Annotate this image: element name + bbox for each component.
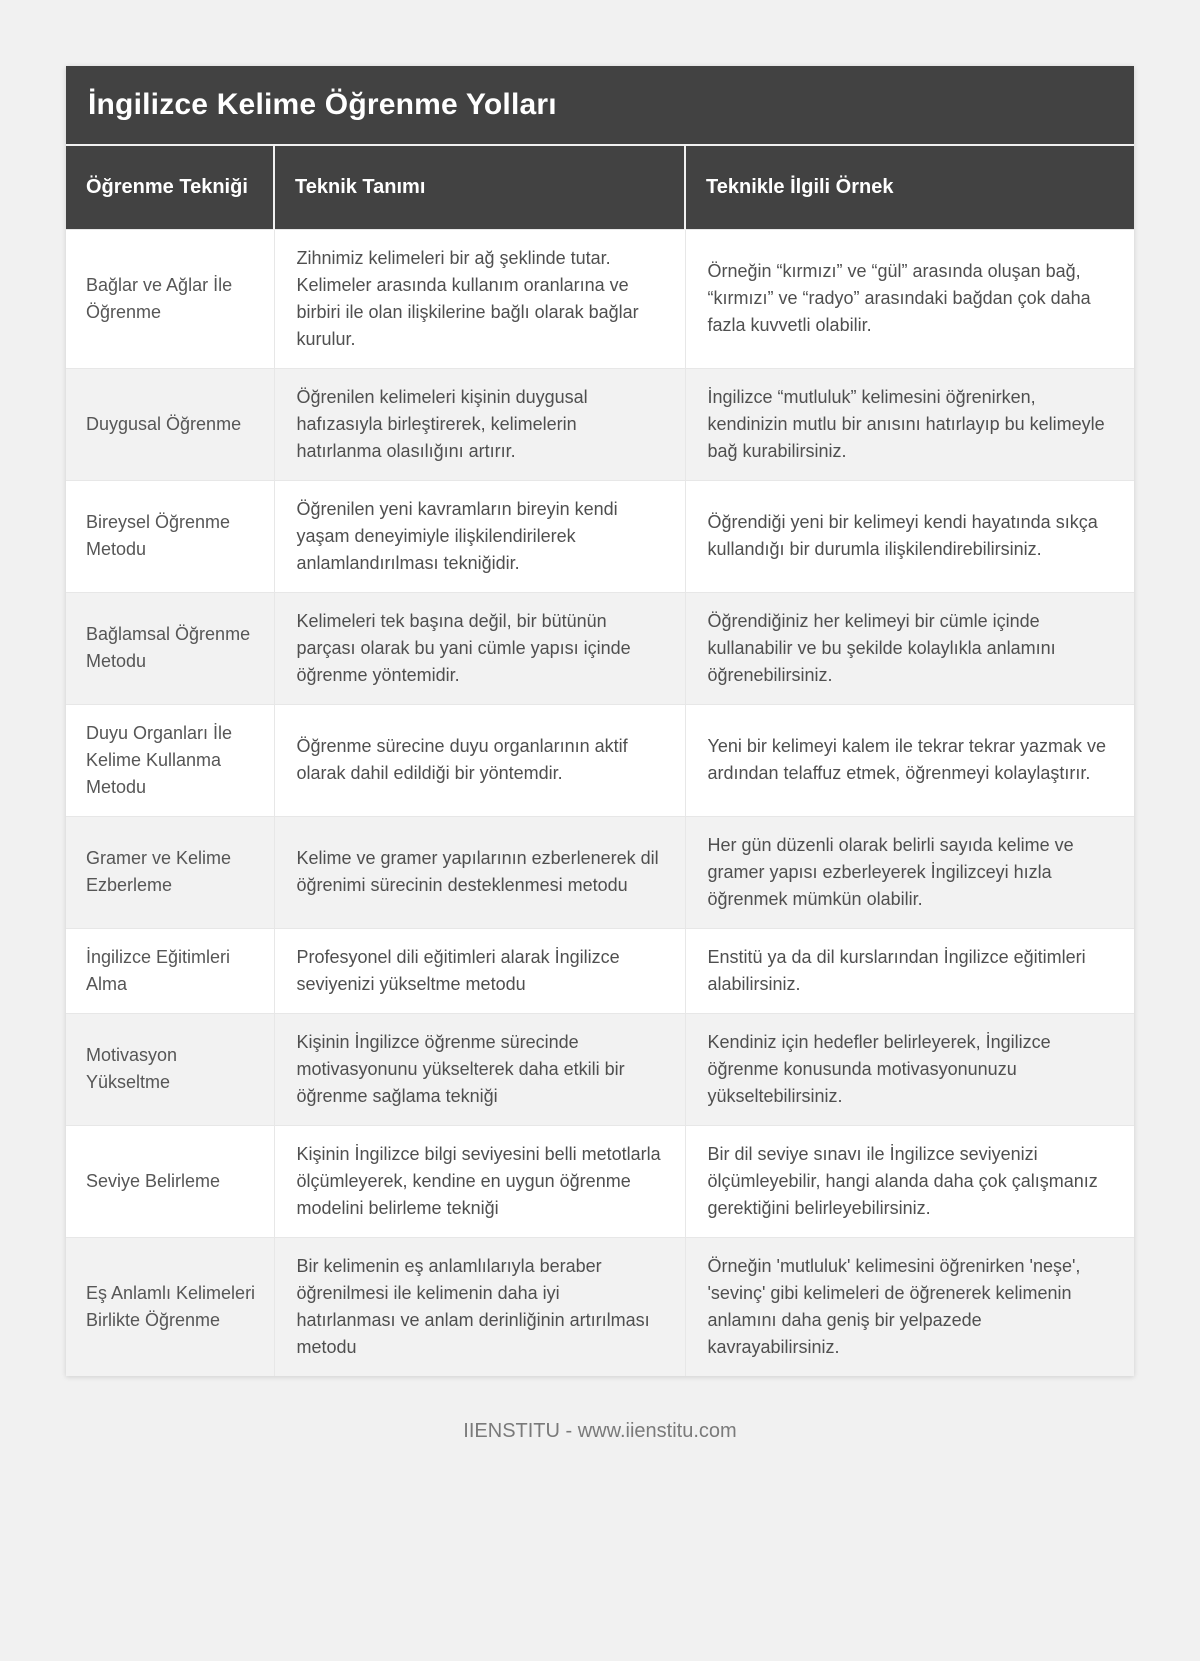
example-cell: Öğrendiği yeni bir kelimeyi kendi hayatında sıkça kullandığı bir durumla ilişkilendirebilirsiniz. — [685, 480, 1134, 592]
table-row — [66, 1013, 1134, 1125]
definition-cell: Öğrenilen yeni kavramların bireyin kendi yaşam deneyimiyle ilişkilendirilerek anlamlandırılması tekniğidir. — [274, 480, 685, 592]
example-cell: Örneğin “kırmızı” ve “gül” arasında oluşan bağ, “kırmızı” ve “radyo” arasındaki bağdan çok daha fazla kuvvetli olabilir. — [685, 229, 1134, 368]
table-row — [66, 704, 1134, 816]
technique-cell: Seviye Belirleme — [66, 1125, 274, 1237]
column-header-example: Teknikle İlgili Örnek — [685, 146, 1134, 229]
page-title: İngilizce Kelime Öğrenme Yolları — [88, 88, 557, 121]
definition-cell: Kişinin İngilizce öğrenme sürecinde motivasyonunu yükselterek daha etkili bir öğrenme sağlama tekniği — [274, 1013, 685, 1125]
learning-techniques-table — [66, 146, 1134, 1376]
table-row — [66, 928, 1134, 1013]
table-row — [66, 1125, 1134, 1237]
definition-cell: Kişinin İngilizce bilgi seviyesini belli metotlarla ölçümleyerek, kendine en uygun öğrenme modelini belirleme tekniği — [274, 1125, 685, 1237]
content-card — [66, 66, 1134, 1376]
technique-cell: Duygusal Öğrenme — [66, 368, 274, 480]
technique-cell: Gramer ve Kelime Ezberleme — [66, 816, 274, 928]
table-row — [66, 480, 1134, 592]
technique-cell: Bireysel Öğrenme Metodu — [66, 480, 274, 592]
table-row — [66, 368, 1134, 480]
definition-cell: Zihnimiz kelimeleri bir ağ şeklinde tutar. Kelimeler arasında kullanım oranlarına ve birbiri ile olan ilişkilerine bağlı olarak bağlar kurulur. — [274, 229, 685, 368]
footer-credit: IIENSTITU - www.iienstitu.com — [463, 1419, 737, 1442]
definition-cell: Öğrenme sürecine duyu organlarının aktif olarak dahil edildiği bir yöntemdir. — [274, 704, 685, 816]
technique-cell: Duyu Organları İle Kelime Kullanma Metodu — [66, 704, 274, 816]
example-cell: Kendiniz için hedefler belirleyerek, İngilizce öğrenme konusunda motivasyonunuzu yükseltebilirsiniz. — [685, 1013, 1134, 1125]
table-row — [66, 229, 1134, 368]
page — [0, 66, 1200, 1661]
definition-cell: Öğrenilen kelimeleri kişinin duygusal hafızasıyla birleştirerek, kelimelerin hatırlanma olasılığını artırır. — [274, 368, 685, 480]
definition-cell: Kelime ve gramer yapılarının ezberlenerek dil öğrenimi sürecinin desteklenmesi metodu — [274, 816, 685, 928]
example-cell: Her gün düzenli olarak belirli sayıda kelime ve gramer yapısı ezberleyerek İngilizceyi hızla öğrenmek mümkün olabilir. — [685, 816, 1134, 928]
header-row — [66, 146, 1134, 229]
example-cell: Bir dil seviye sınavı ile İngilizce seviyenizi ölçümleyebilir, hangi alanda daha çok çalışmanız gerektiğini belirleyebilirsiniz. — [685, 1125, 1134, 1237]
example-cell: Yeni bir kelimeyi kalem ile tekrar tekrar yazmak ve ardından telaffuz etmek, öğrenmeyi kolaylaştırır. — [685, 704, 1134, 816]
definition-cell: Kelimeleri tek başına değil, bir bütünün parçası olarak bu yani cümle yapısı içinde öğrenme yöntemidir. — [274, 592, 685, 704]
table-body — [66, 229, 1134, 1376]
definition-cell: Profesyonel dili eğitimleri alarak İngilizce seviyenizi yükseltme metodu — [274, 928, 685, 1013]
technique-cell: İngilizce Eğitimleri Alma — [66, 928, 274, 1013]
example-cell: Örneğin 'mutluluk' kelimesini öğrenirken 'neşe', 'sevinç' gibi kelimeleri de öğrenerek kelimenin anlamını daha geniş bir yelpazede kavrayabilirsiniz. — [685, 1237, 1134, 1376]
definition-cell: Bir kelimenin eş anlamlılarıyla beraber öğrenilmesi ile kelimenin daha iyi hatırlanması ve anlam derinliğinin artırılması metodu — [274, 1237, 685, 1376]
technique-cell: Eş Anlamlı Kelimeleri Birlikte Öğrenme — [66, 1237, 274, 1376]
technique-cell: Bağlar ve Ağlar İle Öğrenme — [66, 229, 274, 368]
example-cell: Öğrendiğiniz her kelimeyi bir cümle içinde kullanabilir ve bu şekilde kolaylıkla anlamını öğrenebilirsiniz. — [685, 592, 1134, 704]
table-row — [66, 1237, 1134, 1376]
column-header-technique: Öğrenme Tekniği — [66, 146, 274, 229]
example-cell: İngilizce “mutluluk” kelimesini öğrenirken, kendinizin mutlu bir anısını hatırlayıp bu kelimeyle bağ kurabilirsiniz. — [685, 368, 1134, 480]
table-row — [66, 592, 1134, 704]
title-bar — [66, 66, 1134, 144]
column-header-definition: Teknik Tanımı — [274, 146, 685, 229]
example-cell: Enstitü ya da dil kurslarından İngilizce eğitimleri alabilirsiniz. — [685, 928, 1134, 1013]
technique-cell: Bağlamsal Öğrenme Metodu — [66, 592, 274, 704]
table-header — [66, 146, 1134, 229]
table-row — [66, 816, 1134, 928]
technique-cell: Motivasyon Yükseltme — [66, 1013, 274, 1125]
